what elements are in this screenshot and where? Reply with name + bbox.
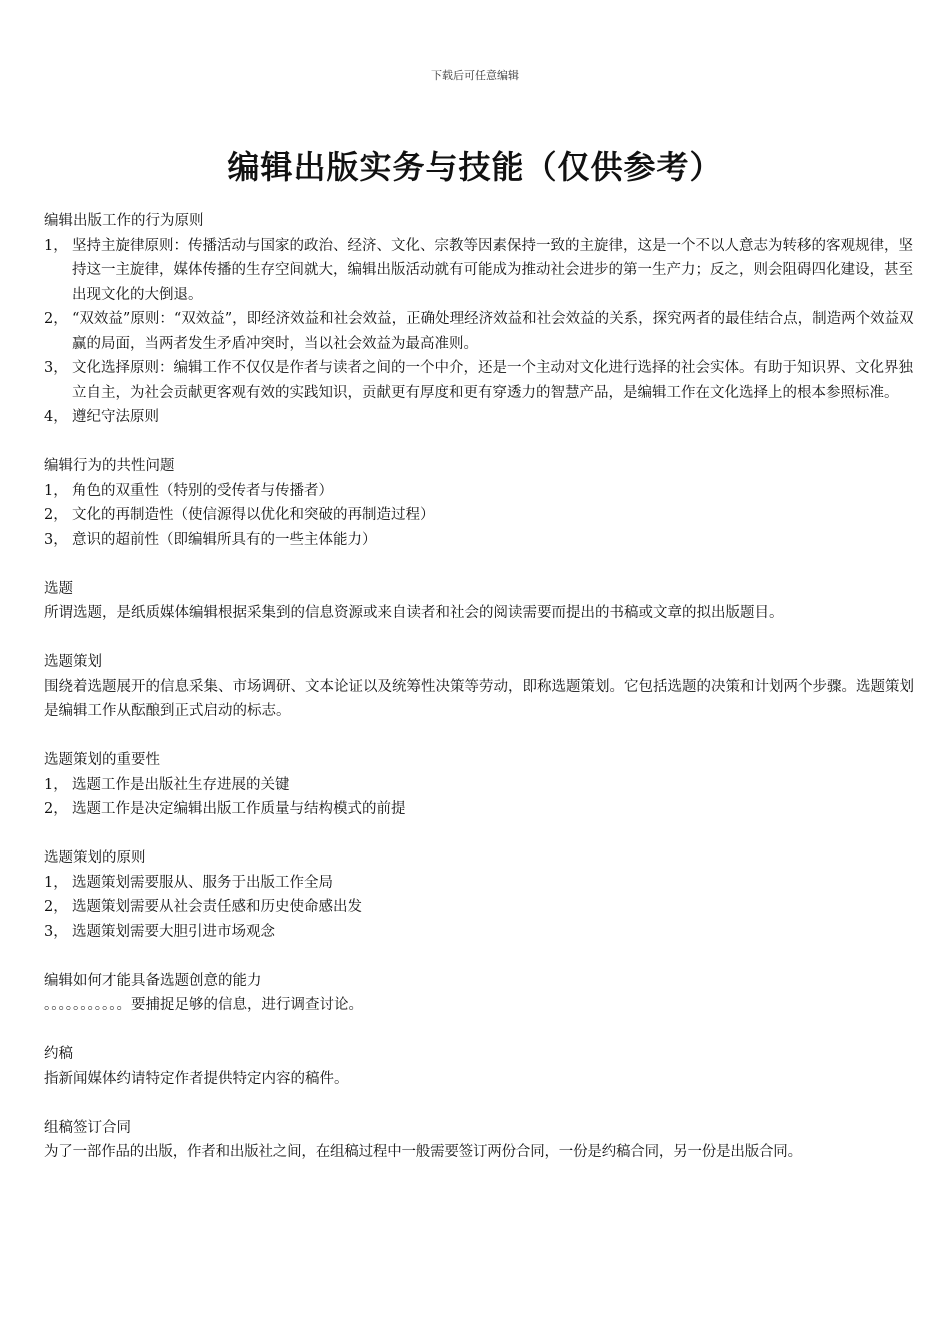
list-text: 角色的双重性（特别的受传者与传播者） — [72, 482, 333, 499]
section-common-issues — [44, 454, 924, 552]
list-item — [44, 234, 924, 308]
section-solicitation — [44, 1042, 924, 1091]
list-item — [44, 503, 924, 528]
document-body — [44, 209, 924, 1189]
list-text: 意识的超前性（即编辑所具有的一些主体能力） — [72, 531, 377, 548]
section-behavior-principles — [44, 209, 924, 430]
section-heading: 选题 — [44, 580, 73, 597]
list-text: 选题策划需要大胆引进市场观念 — [72, 923, 275, 940]
section-heading: 选题策划 — [44, 654, 102, 670]
list-item — [44, 920, 924, 945]
list-item — [44, 479, 924, 504]
section-topic — [44, 577, 924, 626]
list-number: 2， — [44, 801, 68, 817]
page-header: 下载后可任意编辑 — [431, 69, 519, 82]
list-item — [44, 356, 924, 405]
section-heading: 选题策划的原则 — [44, 850, 146, 866]
list-number: 3， — [44, 531, 68, 548]
list-text: “双效益”原则：“双效益”，即经济效益和社会效益，正确处理经济效益和社会效益的关系，探究两者的最佳结合点，制造两个效益双赢的局面，当两者发生矛盾冲突时，当以社会效益为最高准则。 — [72, 311, 914, 352]
section-planning-importance — [44, 748, 924, 822]
list-text: 文化的再制造性（使信源得以优化和突破的再制造过程） — [72, 507, 435, 523]
section-paragraph: 围绕着选题展开的信息采集、市场调研、文本论证以及统筹性决策等劳动，即称选题策划。它包括选题的决策和计划两个步骤。选题策划是编辑工作从酝酿到正式启动的标志。 — [44, 678, 914, 719]
list-text: 选题工作是出版社生存进展的关键 — [72, 776, 290, 793]
list-number: 1， — [44, 237, 68, 254]
list-item — [44, 895, 924, 920]
section-heading: 编辑出版工作的行为原则 — [44, 213, 204, 229]
list-text: 选题策划需要从社会责任感和历史使命感出发 — [72, 899, 362, 915]
list-text: 文化选择原则：编辑工作不仅仅是作者与读者之间的一个中介，还是一个主动对文化进行选择的社会实体。有助于知识界、文化界独立自主，为社会贡献更客观有效的实践知识，贡献更有厚度和更有穿透力的智慧产品，是编辑工作在文化选择上的根本参照标准。 — [72, 360, 913, 401]
list-number: 4， — [44, 409, 68, 425]
list-number: 3， — [44, 923, 68, 940]
list-number: 1， — [44, 874, 68, 891]
list-item — [44, 797, 924, 822]
section-paragraph: 为了一部作品的出版，作者和出版社之间，在组稿过程中一般需要签订两份合同，一份是约稿合同，另一份是出版合同。 — [44, 1144, 802, 1160]
list-item — [44, 405, 924, 430]
section-paragraph: 所谓选题，是纸质媒体编辑根据采集到的信息资源或来自读者和社会的阅读需要而提出的书稿或文章的拟出版题目。 — [44, 605, 784, 621]
document-title: 编辑出版实务与技能（仅供参考） — [227, 148, 723, 186]
list-item — [44, 307, 924, 356]
list-number: 2， — [44, 311, 68, 327]
section-planning-principles — [44, 846, 924, 944]
section-paragraph: 。。。。。。。。。。。要捕捉足够的信息，进行调查讨论。 — [44, 997, 363, 1013]
section-paragraph: 指新闻媒体约请特定作者提供特定内容的稿件。 — [44, 1070, 349, 1087]
list-number: 2， — [44, 507, 68, 523]
section-contract — [44, 1116, 924, 1165]
list-text: 选题工作是决定编辑出版工作质量与结构模式的前提 — [72, 801, 406, 817]
list-text: 坚持主旋律原则：传播活动与国家的政治、经济、文化、宗教等因素保持一致的主旋律，这是一个不以人意志为转移的客观规律，坚持这一主旋律，媒体传播的生存空间就大，编辑出版活动就有可能成为推动社会进步的第一生产力；反之，则会阻碍四化建设，甚至出现文化的大倒退。 — [72, 237, 913, 303]
list-text: 选题策划需要服从、服务于出版工作全局 — [72, 874, 333, 891]
section-heading: 组稿签订合同 — [44, 1119, 131, 1136]
section-heading: 约稿 — [44, 1046, 73, 1062]
list-text: 遵纪守法原则 — [72, 409, 159, 425]
list-item — [44, 528, 924, 553]
section-heading: 选题策划的重要性 — [44, 752, 160, 768]
list-number: 1， — [44, 776, 68, 793]
list-number: 1， — [44, 482, 68, 499]
list-number: 3， — [44, 360, 68, 376]
list-item — [44, 871, 924, 896]
section-creative-ability — [44, 969, 924, 1018]
section-heading: 编辑如何才能具备选题创意的能力 — [44, 972, 262, 989]
list-number: 2， — [44, 899, 68, 915]
section-heading: 编辑行为的共性问题 — [44, 458, 175, 474]
section-topic-planning — [44, 650, 924, 724]
list-item — [44, 773, 924, 798]
